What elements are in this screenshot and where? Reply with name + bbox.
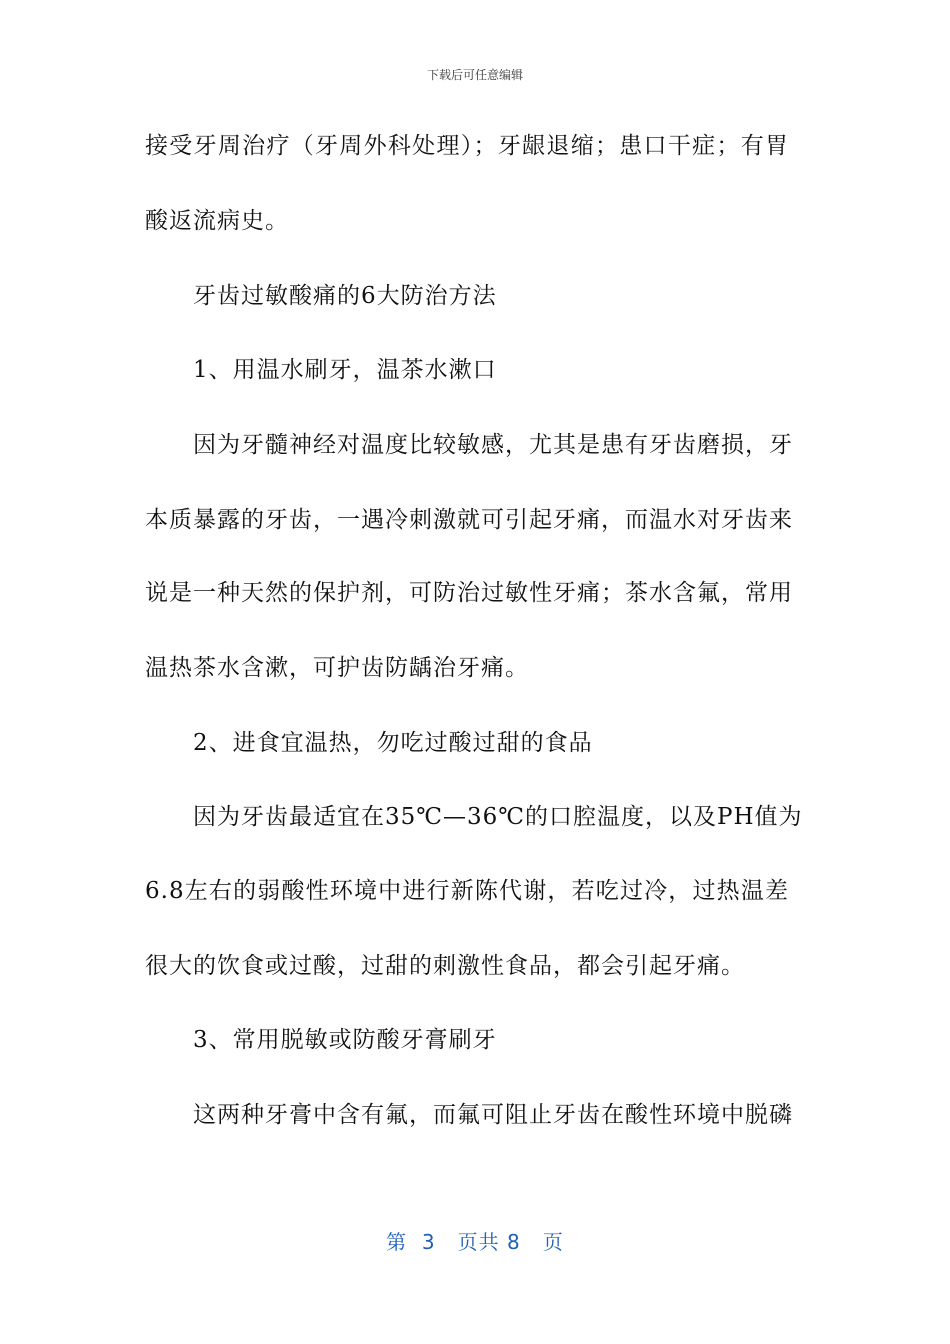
paragraph-2-line-1: 因为牙齿最适宜在35℃—36℃的口腔温度，以及PH值为 [193, 804, 803, 830]
paragraph-1-line-3: 说是一种天然的保护剂，可防治过敏性牙痛；茶水含氟，常用 [145, 580, 793, 606]
paragraph-2-line-2: 6.8左右的弱酸性环境中进行新陈代谢，若吃过冷，过热温差 [145, 878, 789, 904]
section-heading: 牙齿过敏酸痛的6大防治方法 [193, 283, 497, 309]
paragraph-3-line-1: 这两种牙膏中含有氟，而氟可阻止牙齿在酸性环境中脱磷 [193, 1102, 793, 1128]
paragraph-1-line-4: 温热茶水含漱，可护齿防龋治牙痛。 [145, 655, 529, 681]
paragraph-1-line-1: 因为牙髓神经对温度比较敏感，尤其是患有牙齿磨损，牙 [193, 432, 793, 458]
paragraph-2-line-3: 很大的饮食或过酸，过甜的刺激性食品，都会引起牙痛。 [145, 953, 745, 979]
body-line-1: 接受牙周治疗（牙周外科处理）；牙龈退缩；患口干症；有胃 [145, 133, 789, 159]
subheading-3: 3、常用脱敏或防酸牙膏刷牙 [193, 1027, 497, 1053]
subheading-2: 2、进食宜温热，勿吃过酸过甜的食品 [193, 730, 593, 756]
page-number-footer: 第 3 页共 8 页 [386, 1230, 564, 1254]
subheading-1: 1、用温水刷牙，温茶水漱口 [193, 357, 497, 383]
page-header: 下载后可任意编辑 [426, 68, 523, 82]
body-line-2: 酸返流病史。 [145, 208, 289, 234]
paragraph-1-line-2: 本质暴露的牙齿，一遇冷刺激就可引起牙痛，而温水对牙齿来 [145, 507, 793, 533]
